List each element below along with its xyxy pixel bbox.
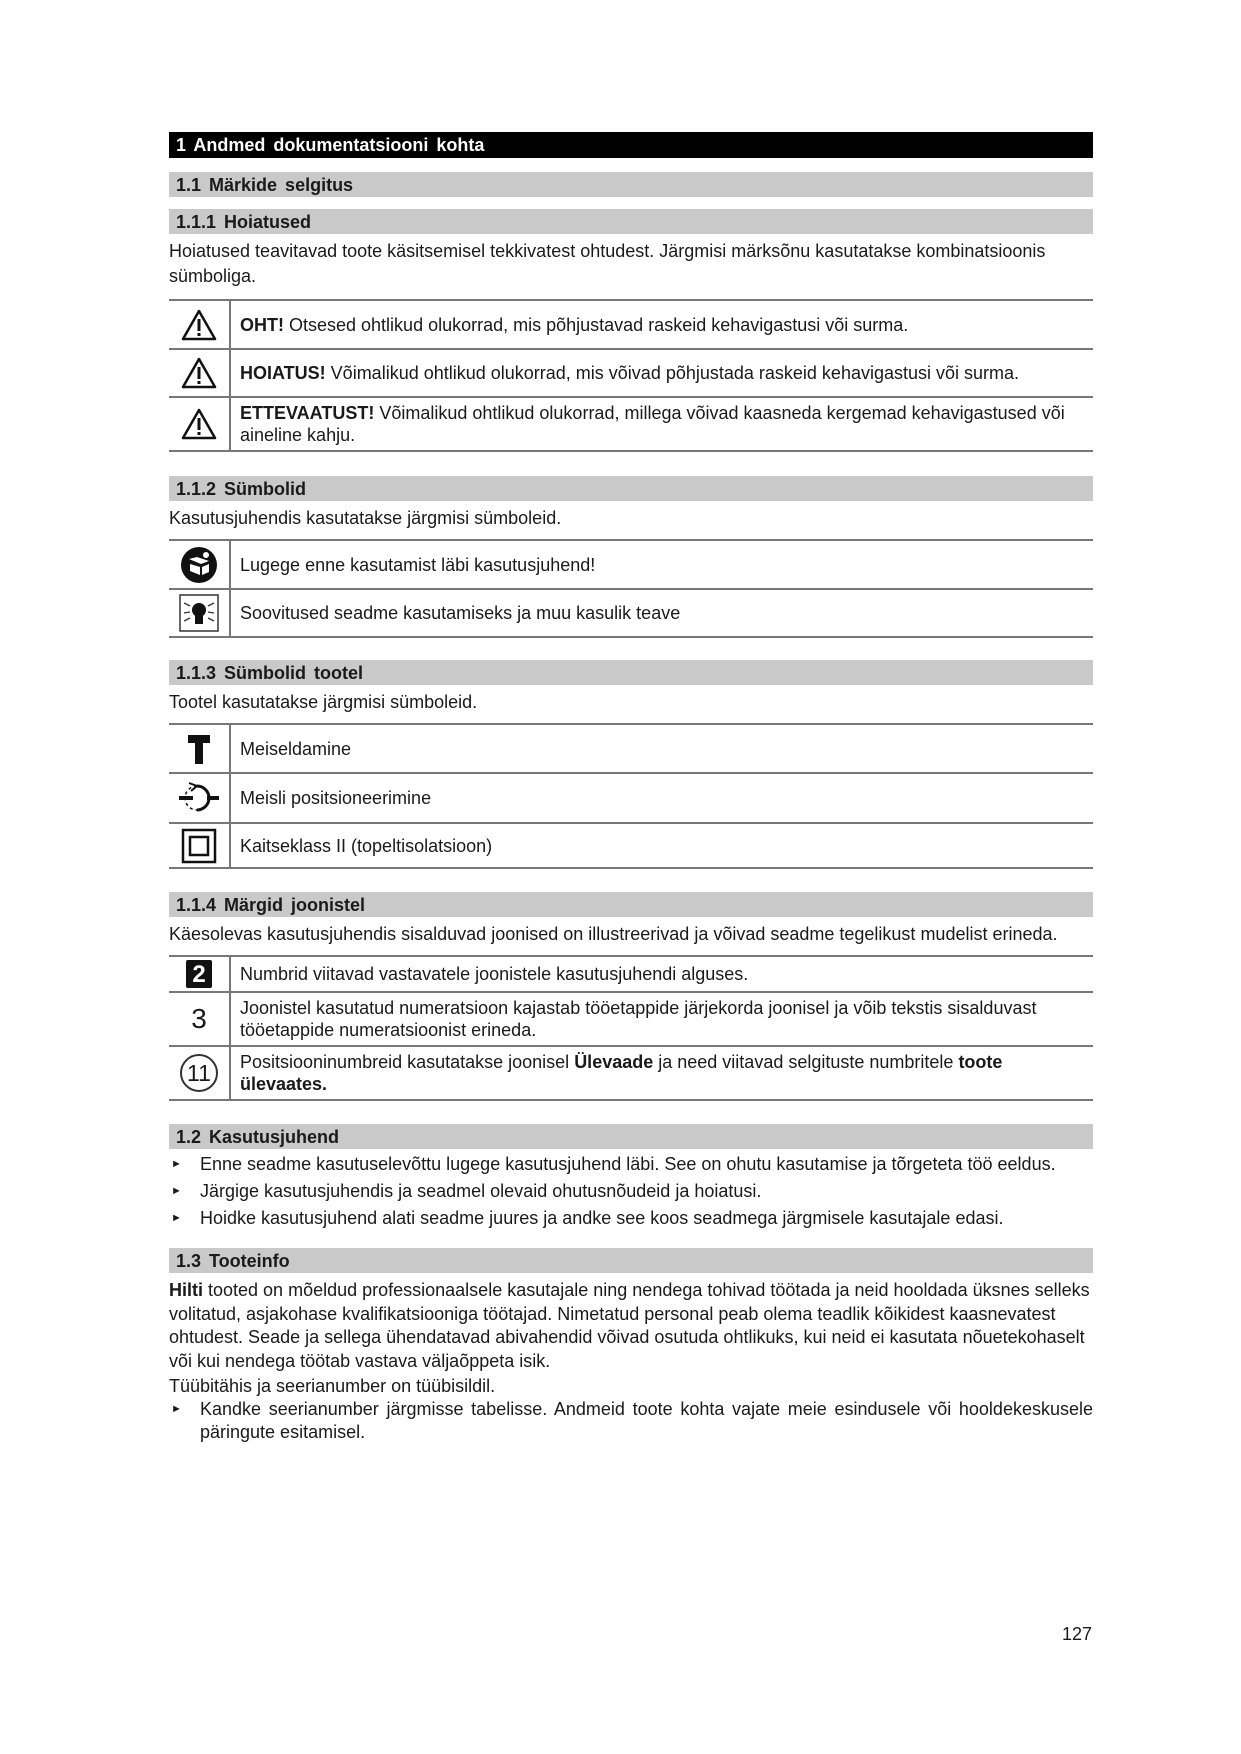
list-item: ► Hoidke kasutusjuhend alati seadme juures ja andke see koos seadmega järgmisele kasutajale edasi. <box>171 1208 1004 1228</box>
read-manual-icon <box>169 540 230 589</box>
warning-triangle-icon <box>169 300 230 349</box>
symbols-intro: Kasutusjuhendis kasutatakse järgmisi sümboleid. <box>169 508 562 528</box>
symbol-text: Soovitused seadme kasutamiseks ja muu kasulik teave <box>230 589 1093 637</box>
warning-label-danger: OHT! <box>240 314 284 335</box>
double-insulation-icon <box>169 823 230 868</box>
warning-text-warning: Võimalikud ohtlikud olukorrad, mis võivad põhjustada raskeid kehavigastusi või surma. <box>325 363 1020 383</box>
list-item: ► Enne seadme kasutuselevõttu lugege kasutusjuhend läbi. See on ohutu kasutamise ja tõrgeteta töö eeldus. <box>171 1154 1056 1174</box>
section-heading-1-1-2: 1.1.2 Sümbolid <box>169 476 1093 501</box>
position-number-icon: 11 <box>169 1046 230 1100</box>
section-heading-1-3: 1.3 Tooteinfo <box>169 1248 1093 1273</box>
symbols-table <box>169 539 1093 638</box>
bullet-arrow-icon: ► <box>171 1212 182 1224</box>
page-content <box>169 132 1093 1448</box>
bullet-arrow-icon: ► <box>171 1158 182 1170</box>
lightbulb-tip-icon <box>169 589 230 637</box>
symbol-text: Meiseldamine <box>230 724 1093 773</box>
section-heading-1-1-1: 1.1.1 Hoiatused <box>169 209 1093 234</box>
symbol-text: Joonistel kasutatud numeratsioon kajastab tööetappide järjekorda joonisel ja võib tekstis sisalduvast tööetappide numeratsioonist erineda. <box>230 992 1093 1046</box>
warnings-table <box>169 299 1093 452</box>
chisel-hammer-icon <box>169 724 230 773</box>
table-row <box>169 992 1093 1046</box>
table-row <box>169 823 1093 868</box>
table-row <box>169 589 1093 637</box>
warnings-intro: Hoiatused teavitavad toote käsitsemisel tekkivatest ohtudest. Järgmisi märksõnu kasutatakse kombinatsioonis sümboliga. <box>169 241 1046 286</box>
section-heading-1-1-4: 1.1.4 Märgid joonistel <box>169 892 1093 917</box>
product-symbols-table <box>169 723 1093 869</box>
list-item: ► Kandke seerianumber järgmisse tabelisse. Andmeid toote kohta vajate meie esindusele või hooldekeskusele päringute esitamisel. <box>171 1399 1093 1442</box>
warning-label-caution: ETTEVAATUST! <box>240 403 375 423</box>
table-row <box>169 956 1093 992</box>
symbol-text: Kaitseklass II (topeltisolatsioon) <box>230 823 1093 868</box>
table-row <box>169 540 1093 589</box>
serial-number-list <box>169 1398 1093 1444</box>
symbol-text: Meisli positsioneerimine <box>230 773 1093 823</box>
symbol-text: Positsiooninumbreid kasutatakse joonisel <box>240 1052 575 1072</box>
warning-triangle-icon <box>169 397 230 451</box>
figure-marks-table <box>169 955 1093 1101</box>
section-heading-1-1: 1.1 Märkide selgitus <box>169 172 1093 197</box>
warning-label-warning: HOIATUS! <box>240 363 326 383</box>
symbol-text: Numbrid viitavad vastavatele joonistele kasutusjuhendi alguses. <box>230 956 1093 992</box>
brand-name: Hilti <box>169 1280 203 1300</box>
table-row <box>169 300 1093 349</box>
section-heading-1: 1 Andmed dokumentatsiooni kohta <box>169 132 1093 158</box>
type-plate-note: Tüübitähis ja seerianumber on tüübisildil. <box>169 1376 496 1396</box>
table-row <box>169 1046 1093 1100</box>
figure-number-icon: 2 <box>169 956 230 992</box>
table-row <box>169 349 1093 397</box>
bullet-arrow-icon: ► <box>171 1185 182 1197</box>
bold-term-overview: Ülevaade <box>574 1052 654 1072</box>
section-heading-1-2: 1.2 Kasutusjuhend <box>169 1124 1093 1149</box>
manual-instructions-list <box>169 1153 1093 1230</box>
table-row <box>169 397 1093 451</box>
product-info-paragraph: Hilti tooted on mõeldud professionaalsele kasutajale ning nendega tohivad töötada ja neid hooldada üksnes selleks volitatud, asjakohase kvalifikatsiooniga töötajad. Nimetatud personal peab olema teadlik kõikidest kaasnevatest ohtudest. Seade ja sellega ühendatavad abivahendid võivad osutuda ohtlikuks, kui neid ei kasutata nõuetekohaselt või kui nendega töötab vastava väljaõppeta isik. <box>169 1280 1090 1371</box>
list-item: ► Järgige kasutusjuhendis ja seadmel olevaid ohutusnõudeid ja hoiatusi. <box>171 1181 762 1201</box>
bold-term-product-overview: toote ülevaates. <box>240 1052 1003 1094</box>
symbol-text: Lugege enne kasutamist läbi kasutusjuhend! <box>230 540 1093 589</box>
bullet-arrow-icon: ► <box>171 1403 182 1415</box>
table-row <box>169 724 1093 773</box>
product-symbols-intro: Tootel kasutatakse järgmisi sümboleid. <box>169 692 478 712</box>
warning-text-danger: Otsesed ohtlikud olukorrad, mis põhjustavad raskeid kehavigastusi või surma. <box>284 314 909 335</box>
warning-text-caution: Võimalikud ohtlikud olukorrad, millega võivad kaasneda kergemad kehavigastused või aineline kahju. <box>240 403 1065 445</box>
chisel-position-icon <box>169 773 230 823</box>
table-row <box>169 773 1093 823</box>
step-number-icon: 3 <box>169 992 230 1046</box>
section-heading-1-1-3: 1.1.3 Sümbolid tootel <box>169 660 1093 685</box>
figure-marks-intro: Käesolevas kasutusjuhendis sisalduvad joonised on illustreerivad ja võivad seadme tegelikust mudelist erineda. <box>169 924 1058 944</box>
page-number: 127 <box>1062 1624 1093 1644</box>
warning-triangle-icon <box>169 349 230 397</box>
symbol-text: ja need viitavad selgituste numbritele <box>653 1052 959 1072</box>
